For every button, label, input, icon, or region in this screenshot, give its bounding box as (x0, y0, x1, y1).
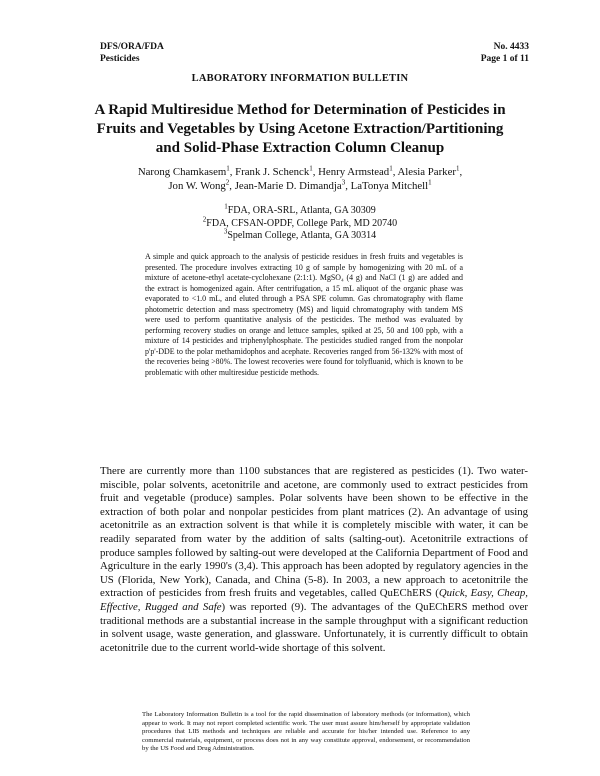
page-number: Page 1 of 11 (480, 54, 529, 64)
affiliation-mark: 1 (428, 178, 432, 187)
document-title (60, 101, 540, 158)
affiliation-mark: 3 (223, 227, 228, 236)
affiliation-mark: 1 (389, 164, 393, 173)
author-name: Narong Chamkasem (137, 166, 227, 178)
body-text: There are currently more than 1100 substances that are registered as pesticides (1). Two water-miscible, polar solvents, acetonitrile and acetone, are commonly used to extract pesticides from fruit and vegetable (produce) samples. Polar solvents have been shown to be effective in the extraction of both polar and nonpolar pesticides from plant matrices (2). An advantage of using acetonitrile as an extraction solvent is that while it is completely miscible with water, it can be readily separated from water by the addition of salts (salting-out). Acetonitrile extractions of produce samples followed by salting-out were developed at the California Department of Food and Agriculture in the early 1990's (3,4). This approach has been adopted by regulatory agencies in the US (Florida, New York), Canada, and China (5-8). In 2003, a new approach to acetonitrile the extraction of pesticides from fresh fruits and vegetables, called QuEChERS ( (100, 465, 528, 600)
author-name: , LaTonya Mitchell (345, 180, 429, 192)
header-right (481, 41, 529, 65)
abstract: A simple and quick approach to the analysis of pesticide residues in fresh fruits and vegetables is presented. The procedure involves extracting 10 g of sample by homogenizing with 20 mL of a mixture of acetone-ethyl acetate-cyclohexane (2:1:1). MgSO₄ (4 g) and NaCl (1 g) are added and the extract is homogenized again. After centrifugation, a 15 mL aliquot of the organic phase was evaporated to <1.0 mL, and eluted through a PSA SPE column. Gas chromatography with flame photometric detection and mass spectrometry (MS) and liquid chromatography with tandem MS were used to perform quantitative analysis of the pesticides. The method was evaluated by performing recovery studies on orange and lettuce samples, spiked at 25, 50 and 100 ppb, with a mixture of 14 pesticides and triphenylphosphate. The pesticides studied ranged from the nonpolar p'p'-DDE to the polar methamidophos and acephate. Recoveries ranged from 56-132% with most of the recoveries being >80%. The lowest recoveries were found for tolyfluanid, which is known to be problematic with other multiresidue pesticide methods. (145, 252, 463, 377)
title-line: Fruits and Vegetables by Using Acetone Extraction/Partitioning (96, 121, 504, 137)
disclaimer-footer: The Laboratory Information Bulletin is a tool for the rapid dissemination of laboratory methods (or information), which appear to work. It may not report completed scientific work. The user must assure him/herself by appropriate validation procedures that LIB methods and techniques are reliable and accurate for his/her intended use. Reference to any commercial materials, equipment, or process does not in any way constitute approval, endorsement, or recommendation by the US Food and Drug Administration. (142, 711, 470, 753)
author-name: , Frank J. Schenck (229, 166, 310, 178)
quechers-expansion: Quick, Easy, Cheap, Effective, Rugged and Safe (100, 587, 528, 613)
affiliation-mark: 1 (226, 164, 230, 173)
bulletin-number: No. 4433 (493, 42, 529, 52)
affiliation-mark: 3 (341, 178, 346, 187)
affiliation: FDA, CFSAN-OPDF, College Park, MD 20740 (206, 217, 398, 229)
affiliation-mark: 2 (225, 178, 230, 187)
title-line: and Solid-Phase Extraction Column Cleanup (155, 140, 445, 156)
category-label: Pesticides (100, 54, 140, 64)
title-line: A Rapid Multiresidue Method for Determination of Pesticides in (94, 102, 506, 118)
bulletin-heading: LABORATORY INFORMATION BULLETIN (191, 73, 409, 84)
affiliation-mark: 1 (224, 202, 228, 211)
author-list (80, 165, 520, 193)
affiliation-mark: 1 (455, 164, 460, 173)
author-separator: , (459, 166, 463, 178)
body-text: ) was reported (9). The advantages of the QuEChERS method over traditional methods are a substantial increase in the sample throughput with a significant reduction in solvent usage, waste generation, and glassware. Unfortunately, it is currently difficult to obtain acetonitrile due to the current world-wide shortage of this solvent. (100, 600, 529, 654)
author-name: , Jean-Marie D. Dimandja (229, 180, 342, 192)
agency-label: DFS/ORA/FDA (100, 42, 164, 52)
header-left (100, 41, 164, 65)
affiliation-list (0, 202, 600, 243)
affiliation: Spelman College, Atlanta, GA 30314 (227, 230, 377, 241)
author-name: Jon W. Wong (168, 180, 226, 192)
body-paragraph (100, 465, 528, 655)
author-name: , Henry Armstead (312, 166, 390, 178)
affiliation-mark: 1 (309, 164, 313, 173)
affiliation: FDA, ORA-SRL, Atlanta, GA 30309 (227, 205, 376, 216)
author-name: , Alesia Parker (392, 166, 456, 178)
affiliation-mark: 2 (202, 215, 207, 224)
